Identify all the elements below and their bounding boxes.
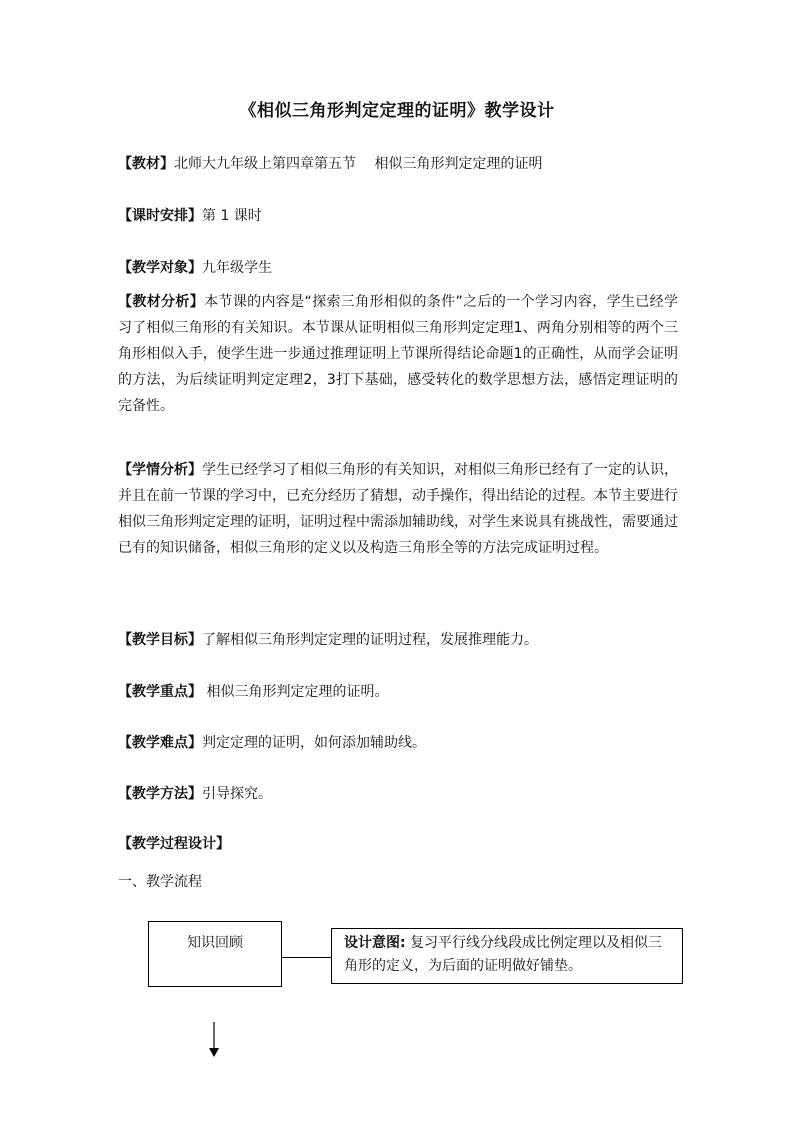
key-point-line <box>118 680 693 705</box>
material-analysis-text: 本节课的内容是“探索三角形相似的条件”之后的一个学习内容，学生已经学习了相似三角形的有关知识。本节课从证明相似三角形判定定理1、两角分别相等的两个三角形相似入手，使学生进一步通过推理证明上节课所得结论命题1的正确性，从而学会证明的方法，为后续证明判定定理2，3打下基础，感受转化的数学思想方法，感悟定理证明的完备性。 <box>118 294 678 414</box>
design-intent-label: 设计意图 <box>344 935 400 951</box>
schedule-line <box>118 204 693 229</box>
difficulty-line <box>118 731 693 756</box>
process-line <box>118 832 693 857</box>
design-intent-content <box>344 932 674 978</box>
flow-arrow-down-icon <box>204 1020 224 1060</box>
student-analysis-label: 【学情分析】 <box>118 462 202 478</box>
difficulty-text: 判定定理的证明，如何添加辅助线。 <box>202 735 426 751</box>
flow-connector-horizontal <box>281 957 331 958</box>
material-analysis-label: 【教材分析】 <box>118 294 205 310</box>
goal-text: 了解相似三角形判定定理的证明过程，发展推理能力。 <box>202 632 538 648</box>
method-label: 【教学方法】 <box>118 786 202 802</box>
audience-label: 【教学对象】 <box>118 260 202 276</box>
textbook-text: 北师大九年级上第四章第五节 相似三角形判定定理的证明 <box>174 156 543 172</box>
goal-line <box>118 628 693 653</box>
method-text: 引导探究。 <box>202 786 272 802</box>
material-analysis-paragraph <box>118 289 678 419</box>
process-label: 【教学过程设计】 <box>118 836 230 852</box>
audience-line <box>118 256 693 281</box>
design-intent-box <box>331 928 683 984</box>
flow-step-review-label: 知识回顾 <box>187 935 243 951</box>
student-analysis-paragraph <box>118 457 678 561</box>
difficulty-label: 【教学难点】 <box>118 735 202 751</box>
goal-label: 【教学目标】 <box>118 632 202 648</box>
schedule-label: 【课时安排】 <box>118 208 202 224</box>
flow-step-review-box <box>148 921 282 987</box>
audience-text: 九年级学生 <box>202 260 272 276</box>
schedule-text: 第 1 课时 <box>202 208 262 224</box>
design-intent-text: 复习平行线分线段成比例定理以及相似三角形的定义，为后面的证明做好铺垫。 <box>344 935 663 974</box>
method-line <box>118 782 693 807</box>
flow-heading: 一、教学流程 <box>118 874 202 890</box>
textbook-label: 【教材】 <box>118 156 174 172</box>
document-title: 《相似三角形判定定理的证明》教学设计 <box>239 101 555 121</box>
key-point-label: 【教学重点】 <box>118 684 202 700</box>
design-intent-colon: : <box>400 935 406 951</box>
student-analysis-text: 学生已经学习了相似三角形的有关知识，对相似三角形已经有了一定的认识，并且在前一节课的学习中，已充分经历了猜想，动手操作，得出结论的过程。本节主要进行相似三角形判定定理的证明，证明过程中需添加辅助线，对学生来说具有挑战性，需要通过已有的知识储备，相似三角形的定义以及构造三角形全等的方法完成证明过程。 <box>118 462 678 556</box>
key-point-text: 相似三角形判定定理的证明。 <box>202 684 389 700</box>
textbook-line <box>118 152 693 177</box>
